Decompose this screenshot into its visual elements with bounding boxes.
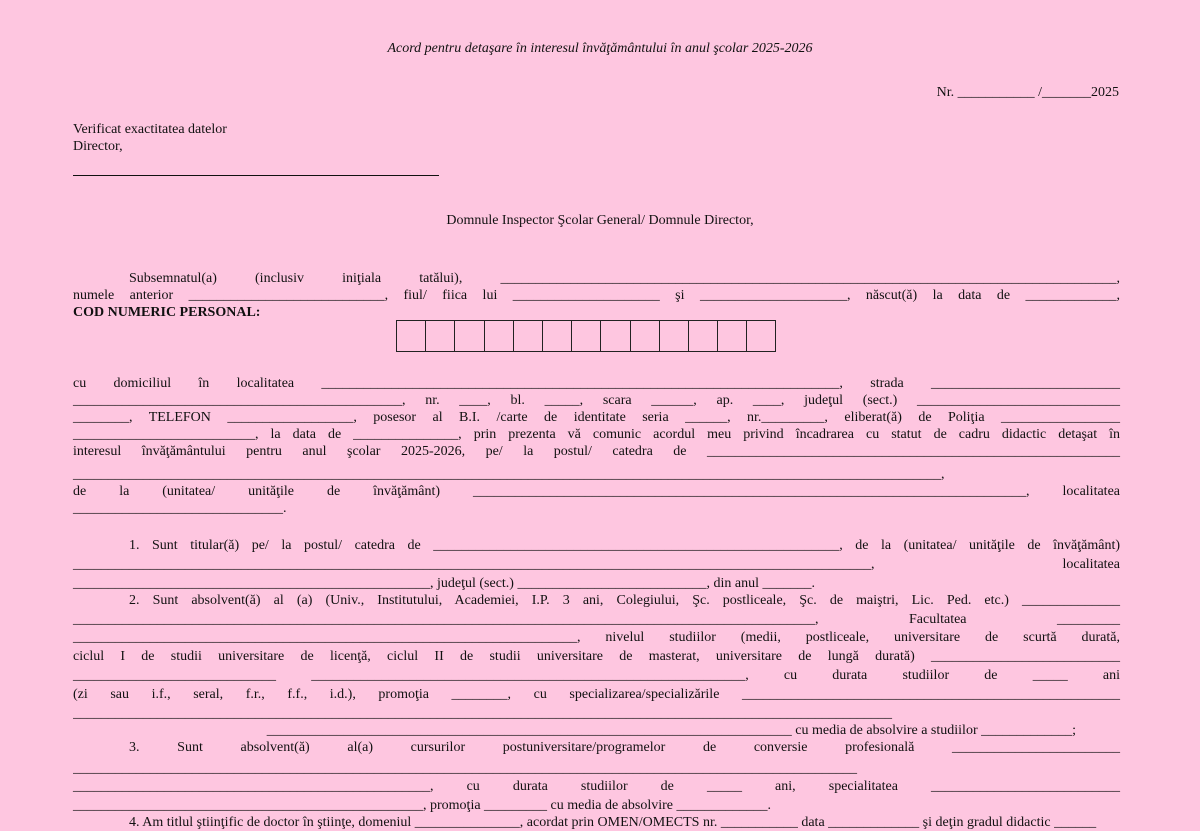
line-doctorate: 4. Am titlul ştiinţific de doctor în ştiinţe, domeniul _______________, acordat prin OMEN/OMECTS nr. ___________ data _____________ şi deţin gradul didactic ______ — [129, 815, 1097, 830]
cnp-box[interactable] — [572, 320, 601, 352]
line-phone-id: ________, TELEFON __________________, posesor al B.I. /carte de identitate seria ______, nr._________, eliberat(ă) de Poliţia _________________ — [73, 410, 1120, 425]
line-postgraduate-promotion: __________________________________________________, promoţia _________ cu media de absolvire _____________. — [73, 798, 771, 813]
cnp-box[interactable] — [631, 320, 660, 352]
line-address-street: _______________________________________________, nr. ____, bl. _____, scara ______, ap. ____, judeţul (sect.) _____________________________ — [73, 393, 1120, 408]
cnp-box[interactable] — [747, 320, 776, 352]
cnp-boxes — [396, 320, 776, 352]
line-titular-county: ___________________________________________________, judeţul (sect.) ___________________________, din anul _______. — [73, 576, 815, 591]
line-graduate: 2. Sunt absolvent(ă) al (a) (Univ., Institutului, Academiei, I.P. 3 ani, Colegiului, Şc. postliceale, Şc. de maiştri, Lic. Ped. etc.) ______________ — [129, 593, 1120, 608]
line-study-cycle: ciclul I de studii universitare de licenţă, ciclul II de studii universitare de masterat, universitare de lungă durată) ___________________________ — [73, 649, 1120, 664]
line-postgraduate-continued: ________________________________________________________________________________________________________________ — [73, 761, 857, 776]
cnp-box[interactable] — [426, 320, 455, 352]
line-titular: 1. Sunt titular(ă) pe/ la postul/ catedra de __________________________________________________________, de la (unitatea/ unităţile de învăţământ) — [129, 538, 1120, 553]
line-school-year: interesul învăţământului pentru anul şcolar 2025-2026, pe/ la postul/ catedra de ___________________________________________________________ — [73, 444, 1120, 459]
verification-text: Verificat exactitatea datelor — [73, 122, 227, 137]
line-postgraduate: 3. Sunt absolvent(ă) al(a) cursurilor postuniversitare/programelor de conversie profesională ________________________ — [129, 740, 1120, 755]
line-postgraduate-duration: ___________________________________________________, cu durata studiilor de _____ ani, specialitatea ___________________________ — [73, 779, 1120, 794]
line-name: Subsemnatul(a) (inclusiv iniţiala tatălui), ________________________________________________________________________________________, — [129, 271, 1120, 286]
form-title: Acord pentru detaşare în interesul învăţământului în anul şcolar 2025-2026 — [387, 41, 813, 56]
line-titular-locality: __________________________________________________________________________________________________________________, localitatea — [73, 557, 1120, 572]
cnp-box[interactable] — [514, 320, 543, 352]
line-study-level: ________________________________________________________________________, nivelul studiilor (medii, postliceale, universitare de scurtă durată, — [73, 630, 1120, 645]
line-from-locality: ______________________________. — [73, 501, 287, 516]
cnp-box[interactable] — [485, 320, 514, 352]
registration-number: Nr. ___________ /_______2025 — [936, 85, 1119, 100]
line-id-date: __________________________, la data de _______________, prin prezenta vă comunic acordul meu privind încadrarea cu statut de cadru didactic detaşat în — [73, 427, 1120, 442]
director-signature-line — [73, 175, 439, 176]
cnp-label: COD NUMERIC PERSONAL: — [73, 305, 261, 320]
verification-block — [73, 121, 227, 155]
cnp-box[interactable] — [718, 320, 747, 352]
cnp-box[interactable] — [397, 320, 426, 352]
cnp-box[interactable] — [601, 320, 630, 352]
line-faculty: __________________________________________________________________________________________________________, Facultatea _________ — [73, 612, 1120, 627]
line-address-locality: cu domiciliul în localitatea __________________________________________________________________________, strada ___________________________ — [73, 376, 1120, 391]
salutation: Domnule Inspector Şcolar General/ Domnule Director, — [446, 213, 754, 228]
line-graduation-average: ___________________________________________________________________________ cu media de absolvire a studiilor _____________; — [266, 723, 1076, 738]
cnp-box[interactable] — [543, 320, 572, 352]
line-study-duration: _____________________________ ______________________________________________________________, cu durata studiilor de _____ ani — [73, 668, 1120, 683]
cnp-box[interactable] — [660, 320, 689, 352]
line-specialization: (zi sau i.f., seral, f.r., f.f., i.d.), promoţia ________, cu specializarea/specializările ______________________________________________________ — [73, 687, 1120, 702]
line-post-continued: ____________________________________________________________________________________________________________________________, — [73, 467, 945, 482]
line-specialization-continued: _____________________________________________________________________________________________________________________ — [73, 706, 892, 721]
director-label: Director, — [73, 139, 123, 154]
line-from-unit: de la (unitatea/ unităţile de învăţământ) _______________________________________________________________________________, localitatea — [73, 484, 1120, 499]
cnp-box[interactable] — [689, 320, 718, 352]
cnp-box[interactable] — [455, 320, 484, 352]
line-previous-name: numele anterior ____________________________, fiul/ fiica lui _____________________ şi _____________________, născut(ă) la data de _____________, — [73, 288, 1120, 303]
